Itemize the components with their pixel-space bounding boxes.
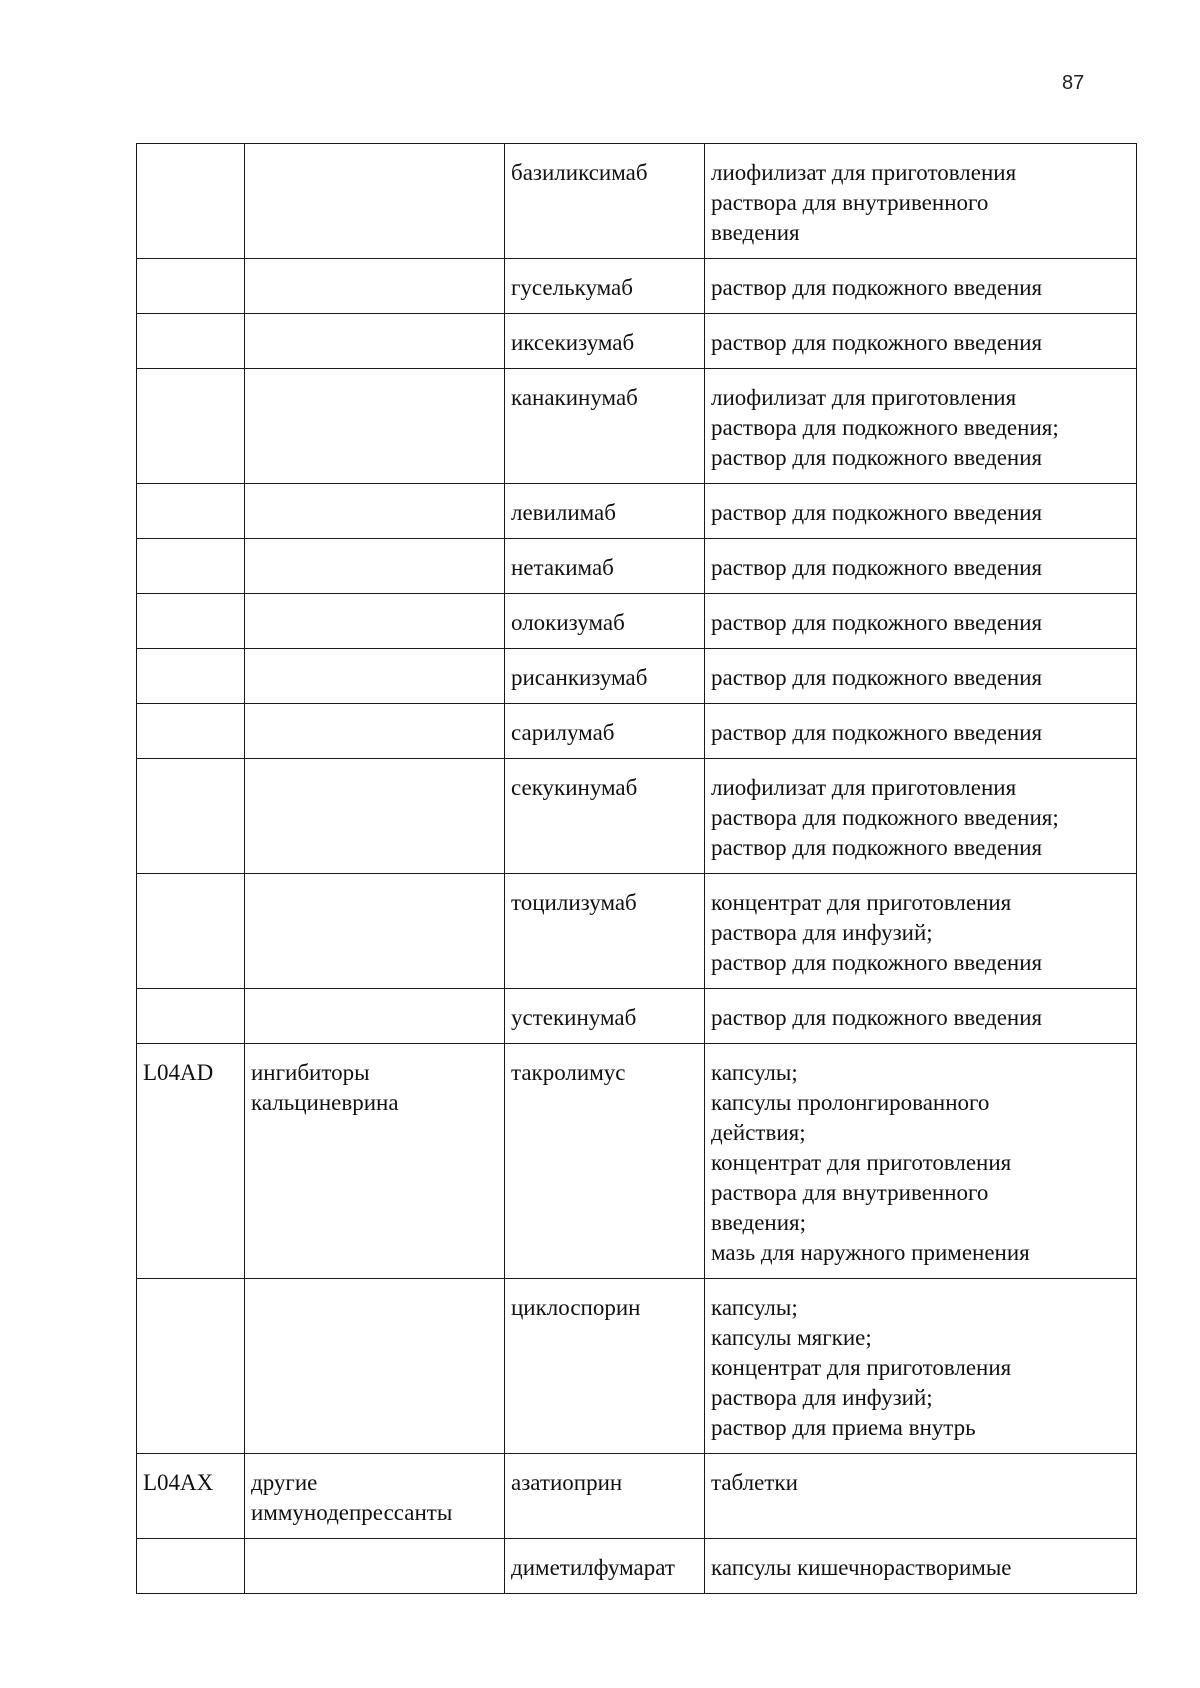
table-row [137,369,1137,484]
group-name-cell [245,1279,505,1454]
drug-name-cell: левилимаб [505,484,705,539]
drug-table [136,143,1137,1594]
dosage-form-cell [705,539,1137,594]
dosage-form-line: капсулы мягкие; [711,1325,872,1350]
drug-name-cell: канакинумаб [505,369,705,484]
dosage-form-line: таблетки [711,1470,798,1495]
group-name-cell [245,704,505,759]
atc-code-cell [137,144,245,259]
dosage-form-line: капсулы; [711,1060,798,1085]
table-row [137,594,1137,649]
drug-name-cell: циклоспорин [505,1279,705,1454]
dosage-form-line: раствор для подкожного введения [711,1005,1043,1030]
dosage-form-line: раствора для подкожного введения; [711,415,1059,440]
atc-code-cell [137,484,245,539]
dosage-form-cell [705,1279,1137,1454]
table-row [137,989,1137,1044]
dosage-form-line: капсулы кишечнорастворимые [711,1555,1012,1580]
atc-code-cell [137,874,245,989]
dosage-form-line: раствора для инфузий; [711,1385,933,1410]
dosage-form-line: раствор для подкожного введения [711,555,1043,580]
drug-name-cell: азатиоприн [505,1454,705,1539]
dosage-form-line: лиофилизат для приготовления [711,775,1017,800]
group-name-cell [245,759,505,874]
dosage-form-line: раствор для подкожного введения [711,665,1043,690]
group-name-cell [245,594,505,649]
group-name-cell [245,484,505,539]
group-name-cell [245,874,505,989]
atc-code-cell: L04AD [137,1044,245,1279]
drug-name-cell: тоцилизумаб [505,874,705,989]
dosage-form-line: раствор для подкожного введения [711,610,1043,635]
dosage-form-cell [705,144,1137,259]
dosage-form-line: раствор для подкожного введения [711,835,1043,860]
dosage-form-line: введения; [711,1210,806,1235]
group-name-cell [245,369,505,484]
group-name-cell [245,989,505,1044]
dosage-form-line: раствор для подкожного введения [711,500,1043,525]
dosage-form-line: действия; [711,1120,806,1145]
dosage-form-line: раствора для внутривенного [711,1180,989,1205]
dosage-form-line: раствор для подкожного введения [711,720,1043,745]
dosage-form-line: раствора для внутривенного [711,190,989,215]
dosage-form-cell [705,704,1137,759]
table-row [137,1279,1137,1454]
dosage-form-cell [705,1454,1137,1539]
atc-code-cell [137,539,245,594]
dosage-form-line: капсулы пролонгированного [711,1090,990,1115]
dosage-form-line: раствор для приема внутрь [711,1415,976,1440]
atc-code-cell [137,369,245,484]
dosage-form-line: концентрат для приготовления [711,890,1012,915]
drug-name-cell: иксекизумаб [505,314,705,369]
group-name-cell [245,649,505,704]
dosage-form-line: раствора для подкожного введения; [711,805,1059,830]
atc-code-cell [137,989,245,1044]
table-row [137,759,1137,874]
table-row [137,539,1137,594]
dosage-form-line: раствор для подкожного введения [711,275,1043,300]
drug-name-cell: сарилумаб [505,704,705,759]
atc-code-cell [137,759,245,874]
dosage-form-cell [705,369,1137,484]
table-row [137,874,1137,989]
group-name-cell [245,539,505,594]
group-name-cell [245,259,505,314]
drug-name-cell: гуселькумаб [505,259,705,314]
dosage-form-line: раствор для подкожного введения [711,445,1043,470]
table-row [137,484,1137,539]
group-name-cell [245,314,505,369]
drug-name-cell: олокизумаб [505,594,705,649]
drug-name-cell: устекинумаб [505,989,705,1044]
table-row [137,1454,1137,1539]
drug-name-cell: базиликсимаб [505,144,705,259]
dosage-form-line: лиофилизат для приготовления [711,385,1017,410]
drug-name-cell: секукинумаб [505,759,705,874]
dosage-form-line: введения [711,220,800,245]
dosage-form-line: раствор для подкожного введения [711,330,1043,355]
dosage-form-cell [705,259,1137,314]
dosage-form-line: концентрат для приготовления [711,1355,1012,1380]
dosage-form-cell [705,314,1137,369]
dosage-form-cell [705,874,1137,989]
dosage-form-cell [705,1539,1137,1594]
table-row [137,649,1137,704]
table-row [137,704,1137,759]
table-row [137,1539,1137,1594]
group-name-cell: ингибиторы кальциневрина [245,1044,505,1279]
table-row [137,144,1137,259]
atc-code-cell: L04AX [137,1454,245,1539]
drug-name-cell: рисанкизумаб [505,649,705,704]
dosage-form-cell [705,989,1137,1044]
atc-code-cell [137,649,245,704]
group-name-cell: другие иммунодепрессанты [245,1454,505,1539]
group-name-cell [245,1539,505,1594]
dosage-form-line: капсулы; [711,1295,798,1320]
atc-code-cell [137,1279,245,1454]
drug-name-cell: такролимус [505,1044,705,1279]
atc-code-cell [137,1539,245,1594]
atc-code-cell [137,314,245,369]
dosage-form-line: концентрат для приготовления [711,1150,1012,1175]
page-number: 87 [1062,72,1085,94]
atc-code-cell [137,704,245,759]
atc-code-cell [137,259,245,314]
table-row [137,1044,1137,1279]
dosage-form-cell [705,649,1137,704]
drug-name-cell: диметилфумарат [505,1539,705,1594]
dosage-form-line: раствор для подкожного введения [711,950,1043,975]
dosage-form-cell [705,484,1137,539]
table-row [137,259,1137,314]
table-row [137,314,1137,369]
dosage-form-cell [705,1044,1137,1279]
atc-code-cell [137,594,245,649]
dosage-form-line: мазь для наружного применения [711,1240,1030,1265]
table-body [137,144,1137,1594]
dosage-form-line: раствора для инфузий; [711,920,933,945]
dosage-form-cell [705,594,1137,649]
drug-name-cell: нетакимаб [505,539,705,594]
dosage-form-line: лиофилизат для приготовления [711,160,1017,185]
group-name-cell [245,144,505,259]
dosage-form-cell [705,759,1137,874]
